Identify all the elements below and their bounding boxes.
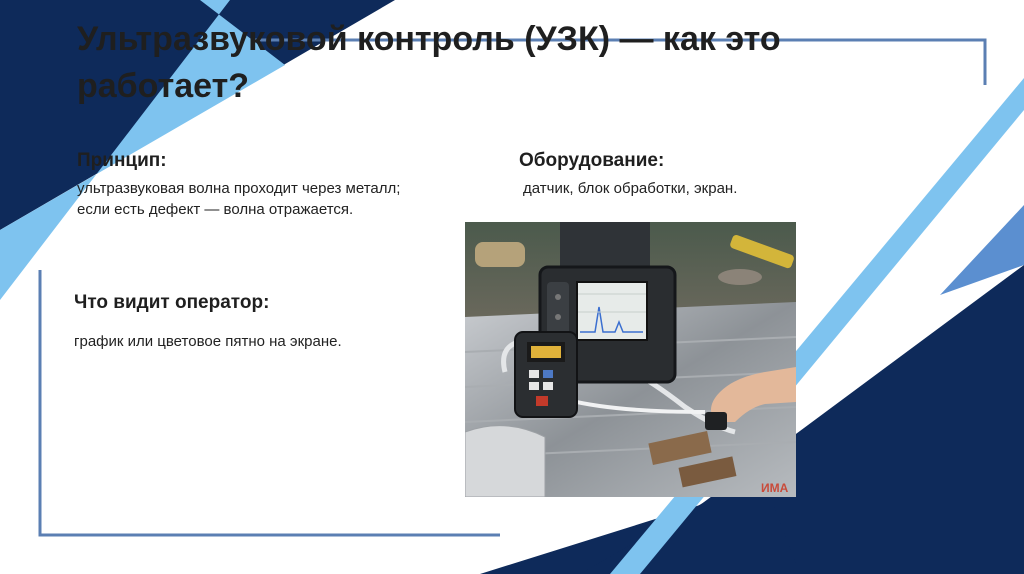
operator-text: график или цветовое пятно на экране. — [74, 333, 342, 350]
principle-text: ультразвуковая волна проходит через металл; если есть дефект — волна отражается. — [77, 180, 401, 218]
equipment-heading: Оборудование: — [519, 150, 665, 171]
equipment-text: датчик, блок обработки, экран. — [523, 180, 738, 197]
principle-heading: Принцип: — [77, 150, 167, 171]
photo-watermark: ИМА — [761, 481, 789, 495]
ultrasonic-equipment-photo — [465, 222, 796, 497]
operator-heading: Что видит оператор: — [74, 292, 270, 313]
slide-title: Ультразвуковой контроль (УЗК) — как это работает? — [77, 20, 781, 105]
